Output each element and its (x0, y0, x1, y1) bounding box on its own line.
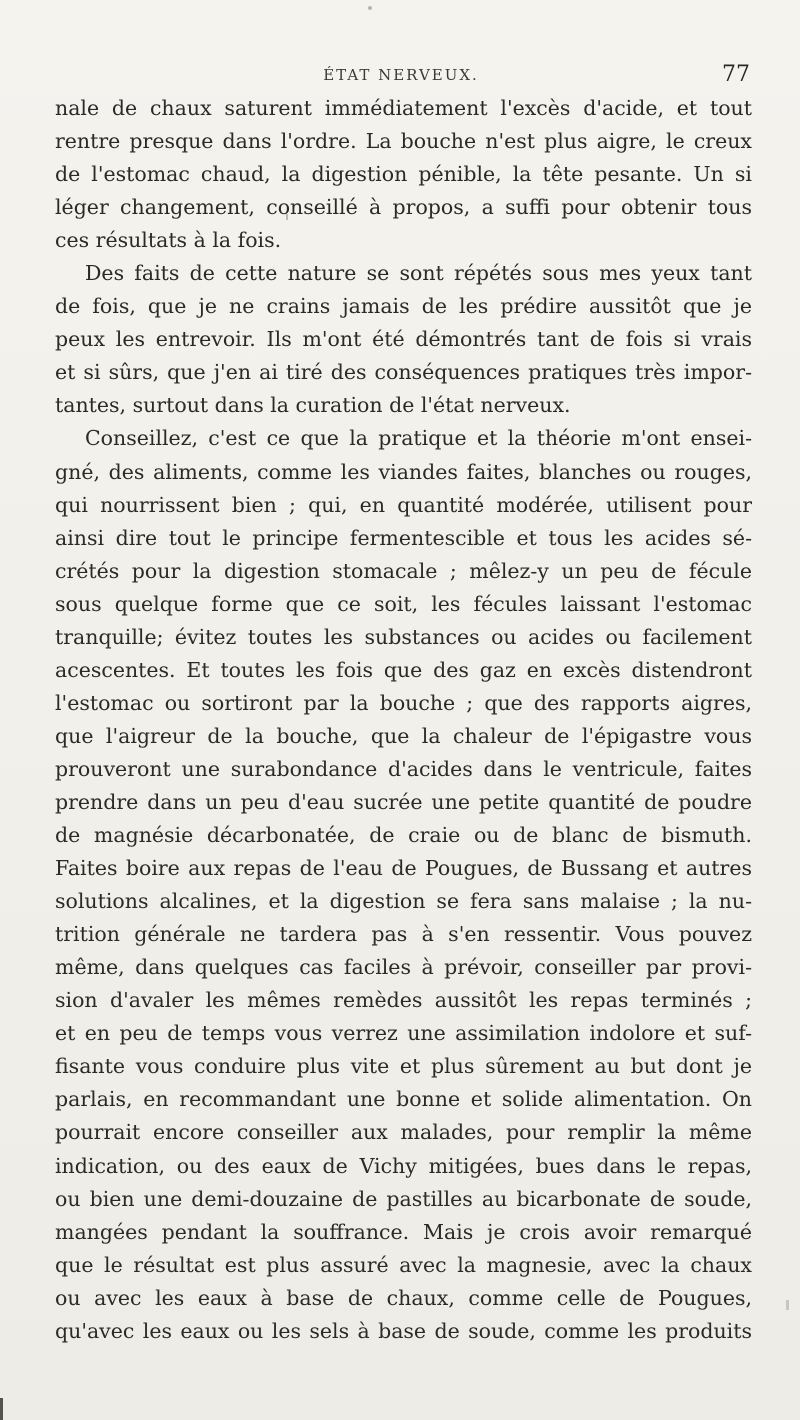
text-line: ou avec les eaux à base de chaux, comme celle de Pougues, (55, 1285, 752, 1310)
running-header (52, 64, 750, 94)
text-line: nale de chaux saturent immédiatement l'excès d'acide, et tout (55, 96, 752, 120)
text-line: qui nourrissent bien ; qui, en quantité modérée, utilisent pour (55, 492, 752, 517)
running-title: ÉTAT NERVEUX. (323, 66, 479, 84)
text-line: Conseillez, c'est ce que la pratique et la théorie m'ont ensei- (85, 426, 752, 451)
text-line: prouveront une surabondance d'acides dans le ventricule, faites (55, 756, 752, 781)
text-line: fisante vous conduire plus vite et plus sûrement au but dont je (55, 1054, 752, 1079)
text-line: de magnésie décarbonatée, de craie ou de blanc de bismuth. (55, 823, 752, 848)
text-line: même, dans quelques cas faciles à prévoir, conseiller par provi- (55, 955, 752, 980)
text-line: ou bien une demi-douzaine de pastilles au bicarbonate de soude, (55, 1186, 752, 1211)
text-line: parlais, en recommandant une bonne et solide alimentation. On (55, 1087, 752, 1112)
text-line: gné, des aliments, comme les viandes faites, blanches ou rouges, (55, 459, 752, 484)
text-line: crétés pour la digestion stomacale ; mêlez-y un peu de fécule (55, 558, 752, 583)
text-line: tranquille; évitez toutes les substances ou acides ou facilement (55, 624, 752, 649)
text-line: prendre dans un peu d'eau sucrée une petite quantité de poudre (55, 789, 752, 814)
text-line: pourrait encore conseiller aux malades, pour remplir la même (55, 1120, 752, 1145)
text-line: rentre presque dans l'ordre. La bouche n'est plus aigre, le creux (55, 129, 752, 154)
text-line: et en peu de temps vous verrez une assimilation indolore et suf- (55, 1021, 752, 1046)
text-line: ainsi dire tout le principe fermentescible et tous les acides sé- (55, 525, 752, 550)
text-line: solutions alcalines, et la digestion se fera sans malaise ; la nu- (55, 889, 752, 914)
text-line: qu'avec les eaux ou les sels à base de soude, comme les produits (55, 1318, 752, 1343)
ink-speck (368, 6, 372, 10)
text-line: trition générale ne tardera pas à s'en ressentir. Vous pouvez (55, 922, 752, 947)
body-text (55, 92, 752, 1348)
text-line: Faites boire aux repas de l'eau de Pougues, de Bussang et autres (55, 856, 752, 881)
ink-speck (786, 1300, 789, 1310)
text-line: tantes, surtout dans la curation de l'état nerveux. (55, 393, 571, 418)
page-edge-mark (0, 1398, 3, 1420)
text-line: l'estomac ou sortiront par la bouche ; que des rapports aigres, (55, 690, 752, 715)
text-line: que le résultat est plus assuré avec la magnesie, avec la chaux (55, 1252, 752, 1277)
text-line: peux les entrevoir. Ils m'ont été démontrés tant de fois si vrais (55, 327, 752, 352)
text-line: Des faits de cette nature se sont répétés sous mes yeux tant (85, 261, 752, 286)
text-line: de l'estomac chaud, la digestion pénible, la tête pesante. Un si (55, 162, 752, 187)
text-line: acescentes. Et toutes les fois que des gaz en excès distendront (55, 657, 752, 682)
text-line: mangées pendant la souffrance. Mais je crois avoir remarqué (55, 1219, 752, 1244)
text-line: sion d'avaler les mêmes remèdes aussitôt les repas terminés ; (55, 988, 752, 1013)
text-line: sous quelque forme que ce soit, les fécules laissant l'estomac (55, 591, 752, 616)
text-line: de fois, que je ne crains jamais de les prédire aussitôt que je (55, 294, 752, 319)
text-line: ces résultats à la fois. (55, 228, 282, 253)
text-line: que l'aigreur de la bouche, que la chaleur de l'épigastre vous (55, 723, 752, 748)
page-number: 77 (722, 62, 750, 87)
text-line: indication, ou des eaux de Vichy mitigées, bues dans le repas, (55, 1153, 752, 1178)
text-line: et si sûrs, que j'en ai tiré des conséquences pratiques très impor- (55, 360, 752, 385)
text-line: léger changement, conseillé à propos, a suffi pour obtenir tous (55, 195, 752, 220)
